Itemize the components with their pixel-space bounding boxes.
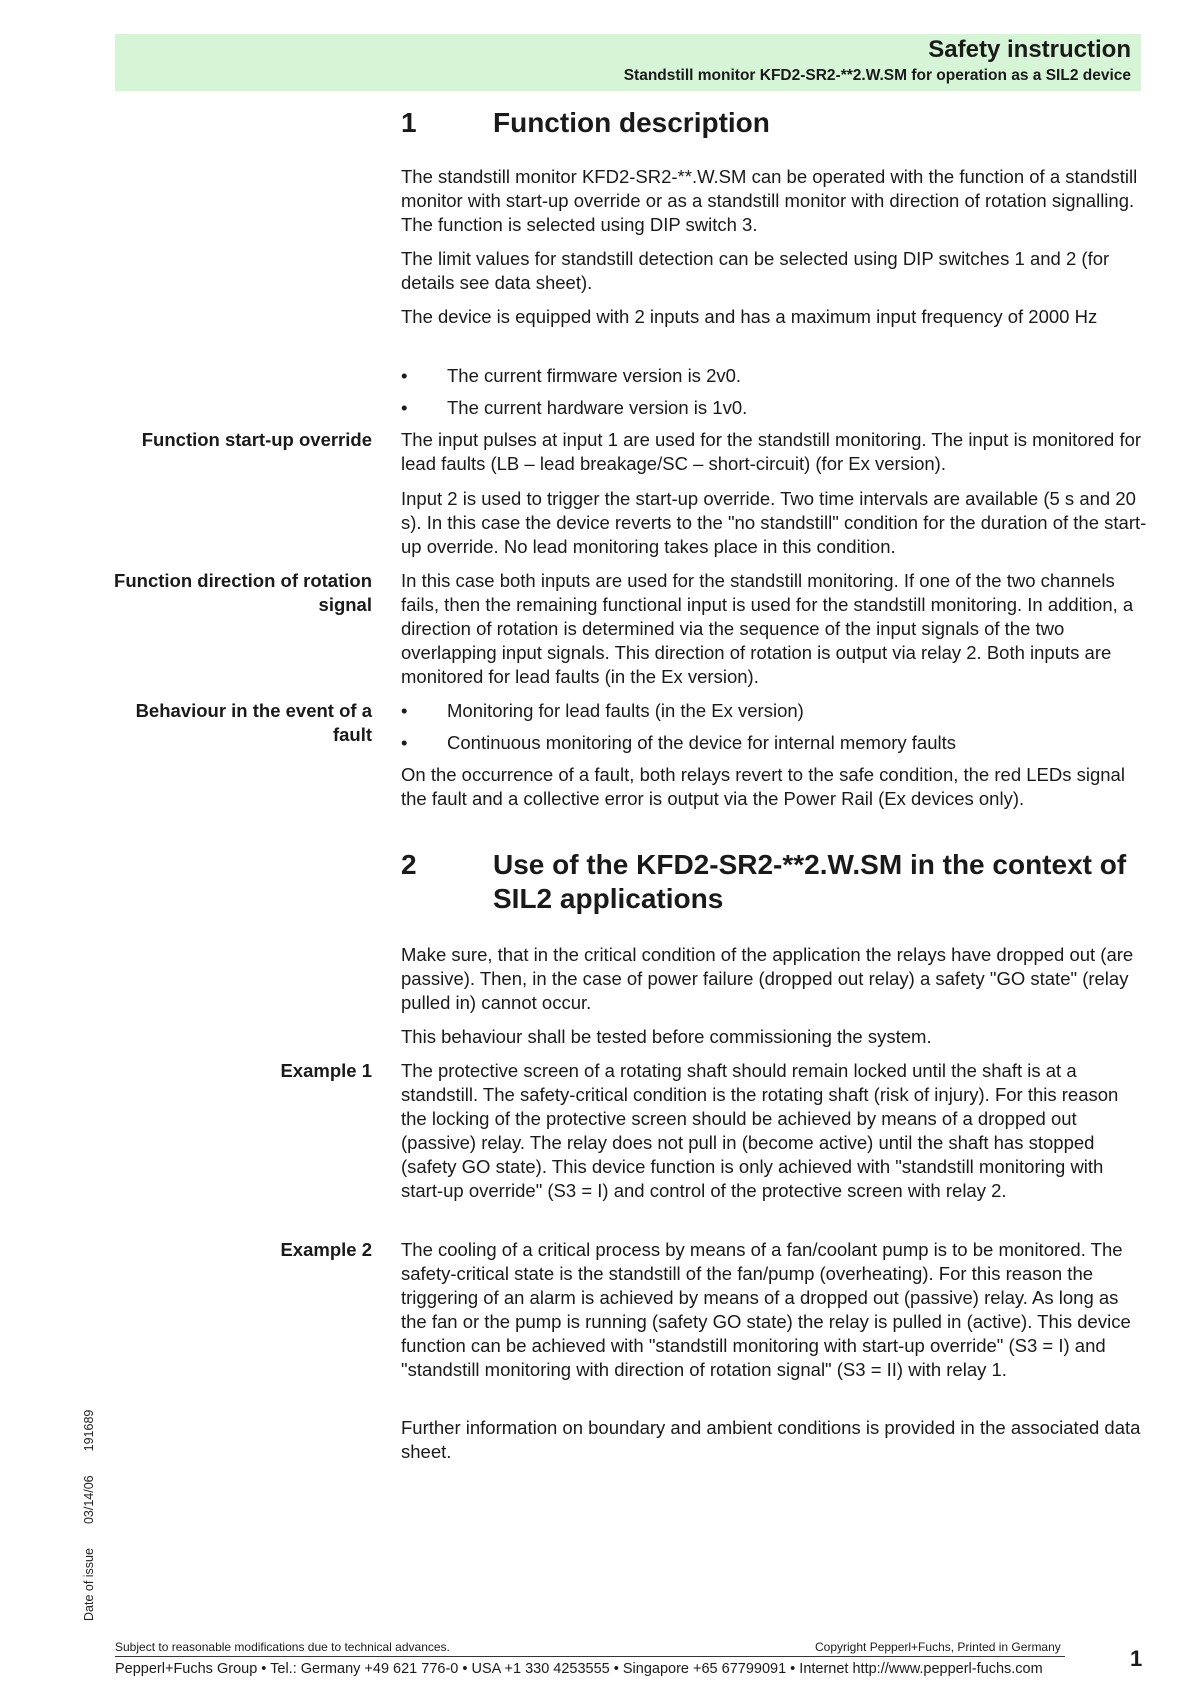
paragraph: Make sure, that in the critical condition of the application the relays have dropped out (are passive). Then, in the case of power failure (dropped out relay) a safety "GO state" (relay pulled in) cannot occur.: [401, 944, 1134, 1013]
side-heading-fault: Behaviour in the event of a fault: [135, 700, 372, 745]
bullet-icon: •: [401, 397, 408, 418]
side-heading-example-1: Example 1: [280, 1060, 372, 1081]
list-item-text: The current firmware version is 2v0.: [447, 365, 742, 386]
section-2-number: 2: [401, 849, 417, 880]
bullet-icon: •: [401, 365, 408, 386]
list-item-text: The current hardware version is 1v0.: [447, 397, 748, 418]
paragraph: The standstill monitor KFD2-SR2-**.W.SM can be operated with the function of a standstill monitor with start-up override or as a standstill monitor with direction of rotation signalling. The function is selected using DIP switch 3.: [401, 166, 1138, 235]
bullet-icon: •: [401, 732, 408, 753]
paragraph: On the occurrence of a fault, both relays revert to the safe condition, the red LEDs signal the fault and a collective error is output via the Power Rail (Ex devices only).: [401, 764, 1125, 809]
paragraph: This behaviour shall be tested before commissioning the system.: [401, 1026, 932, 1047]
header-title: Safety instruction: [928, 36, 1131, 63]
date-label: Date of issue: [82, 1548, 96, 1621]
paragraph: In this case both inputs are used for the standstill monitoring. If one of the two channels fails, then the remaining functional input is used for the standstill monitoring. In addition, a direction of rotation is determined via the sequence of the input signals of the two overlapping input signals. This direction of rotation is output via relay 2. Both inputs are monitored for lead faults (in the Ex version).: [401, 570, 1134, 687]
issue-info: [82, 1386, 96, 1621]
doc-number: 191689: [82, 1409, 96, 1452]
section-2-title: Use of the KFD2-SR2-**2.W.SM in the context of SIL2 applications: [493, 849, 1127, 914]
list-item-text: Continuous monitoring of the device for internal memory faults: [447, 732, 957, 753]
paragraph: The device is equipped with 2 inputs and has a maximum input frequency of 2000 Hz: [401, 306, 1098, 327]
page-number: 1: [1130, 1646, 1143, 1671]
paragraph: The input pulses at input 1 are used for the standstill monitoring. The input is monitored for lead faults (LB – lead breakage/SC – short-circuit) (for Ex version).: [401, 429, 1142, 474]
list-item-text: Monitoring for lead faults (in the Ex version): [447, 700, 804, 721]
paragraph: The protective screen of a rotating shaft should remain locked until the shaft is at a standstill. The safety-critical condition is the rotating shaft (risk of injury). For this reason the locking of the protective screen should be achieved by means of a dropped out (passive) relay. The relay does not pull in (become active) until the shaft has stopped (safety GO state). This device function is only achieved with "standstill monitoring with start-up override" (S3 = I) and control of the protective screen with relay 2.: [401, 1060, 1119, 1201]
section-1-number: 1: [401, 107, 417, 138]
side-heading-startup: Function start-up override: [141, 429, 372, 450]
side-heading-example-2: Example 2: [280, 1239, 372, 1260]
footer-divider: [115, 1656, 1065, 1657]
header-subtitle: Standstill monitor KFD2-SR2-**2.W.SM for operation as a SIL2 device: [623, 67, 1131, 84]
footer-disclaimer: Subject to reasonable modifications due to technical advances.: [115, 1640, 450, 1654]
page-header: [115, 34, 1141, 91]
footer-contact: Pepperl+Fuchs Group • Tel.: Germany +49 621 776-0 • USA +1 330 4253555 • Singapore +65 67799091 • Internet http://www.pepperl-fuchs.com: [115, 1661, 1043, 1677]
footer-copyright: Copyright Pepperl+Fuchs, Printed in Germany: [815, 1640, 1061, 1654]
section-1-title: Function description: [493, 107, 770, 138]
paragraph: Further information on boundary and ambient conditions is provided in the associated data sheet.: [401, 1417, 1141, 1462]
paragraph: The cooling of a critical process by means of a fan/coolant pump is to be monitored. The safety-critical state is the standstill of the fan/pump (overheating). For this reason the triggering of an alarm is achieved by means of a dropped out (passive) relay. As long as the fan or the pump is running (safety GO state) the relay is pulled in (active). This device function can be achieved with "standstill monitoring with start-up override" (S3 = I) and "standstill monitoring with direction of rotation signal" (S3 = II) with relay 1.: [401, 1239, 1131, 1380]
bullet-icon: •: [401, 700, 408, 721]
paragraph: Input 2 is used to trigger the start-up override. Two time intervals are available (5 s and 20 s). In this case the device reverts to the "no standstill" condition for the duration of the start-up override. No lead monitoring takes place in this condition.: [401, 488, 1147, 557]
side-heading-direction: Function direction of rotation signal: [114, 570, 372, 615]
paragraph: The limit values for standstill detection can be selected using DIP switches 1 and 2 (for details see data sheet).: [401, 248, 1110, 293]
issue-date: 03/14/06: [82, 1475, 96, 1525]
